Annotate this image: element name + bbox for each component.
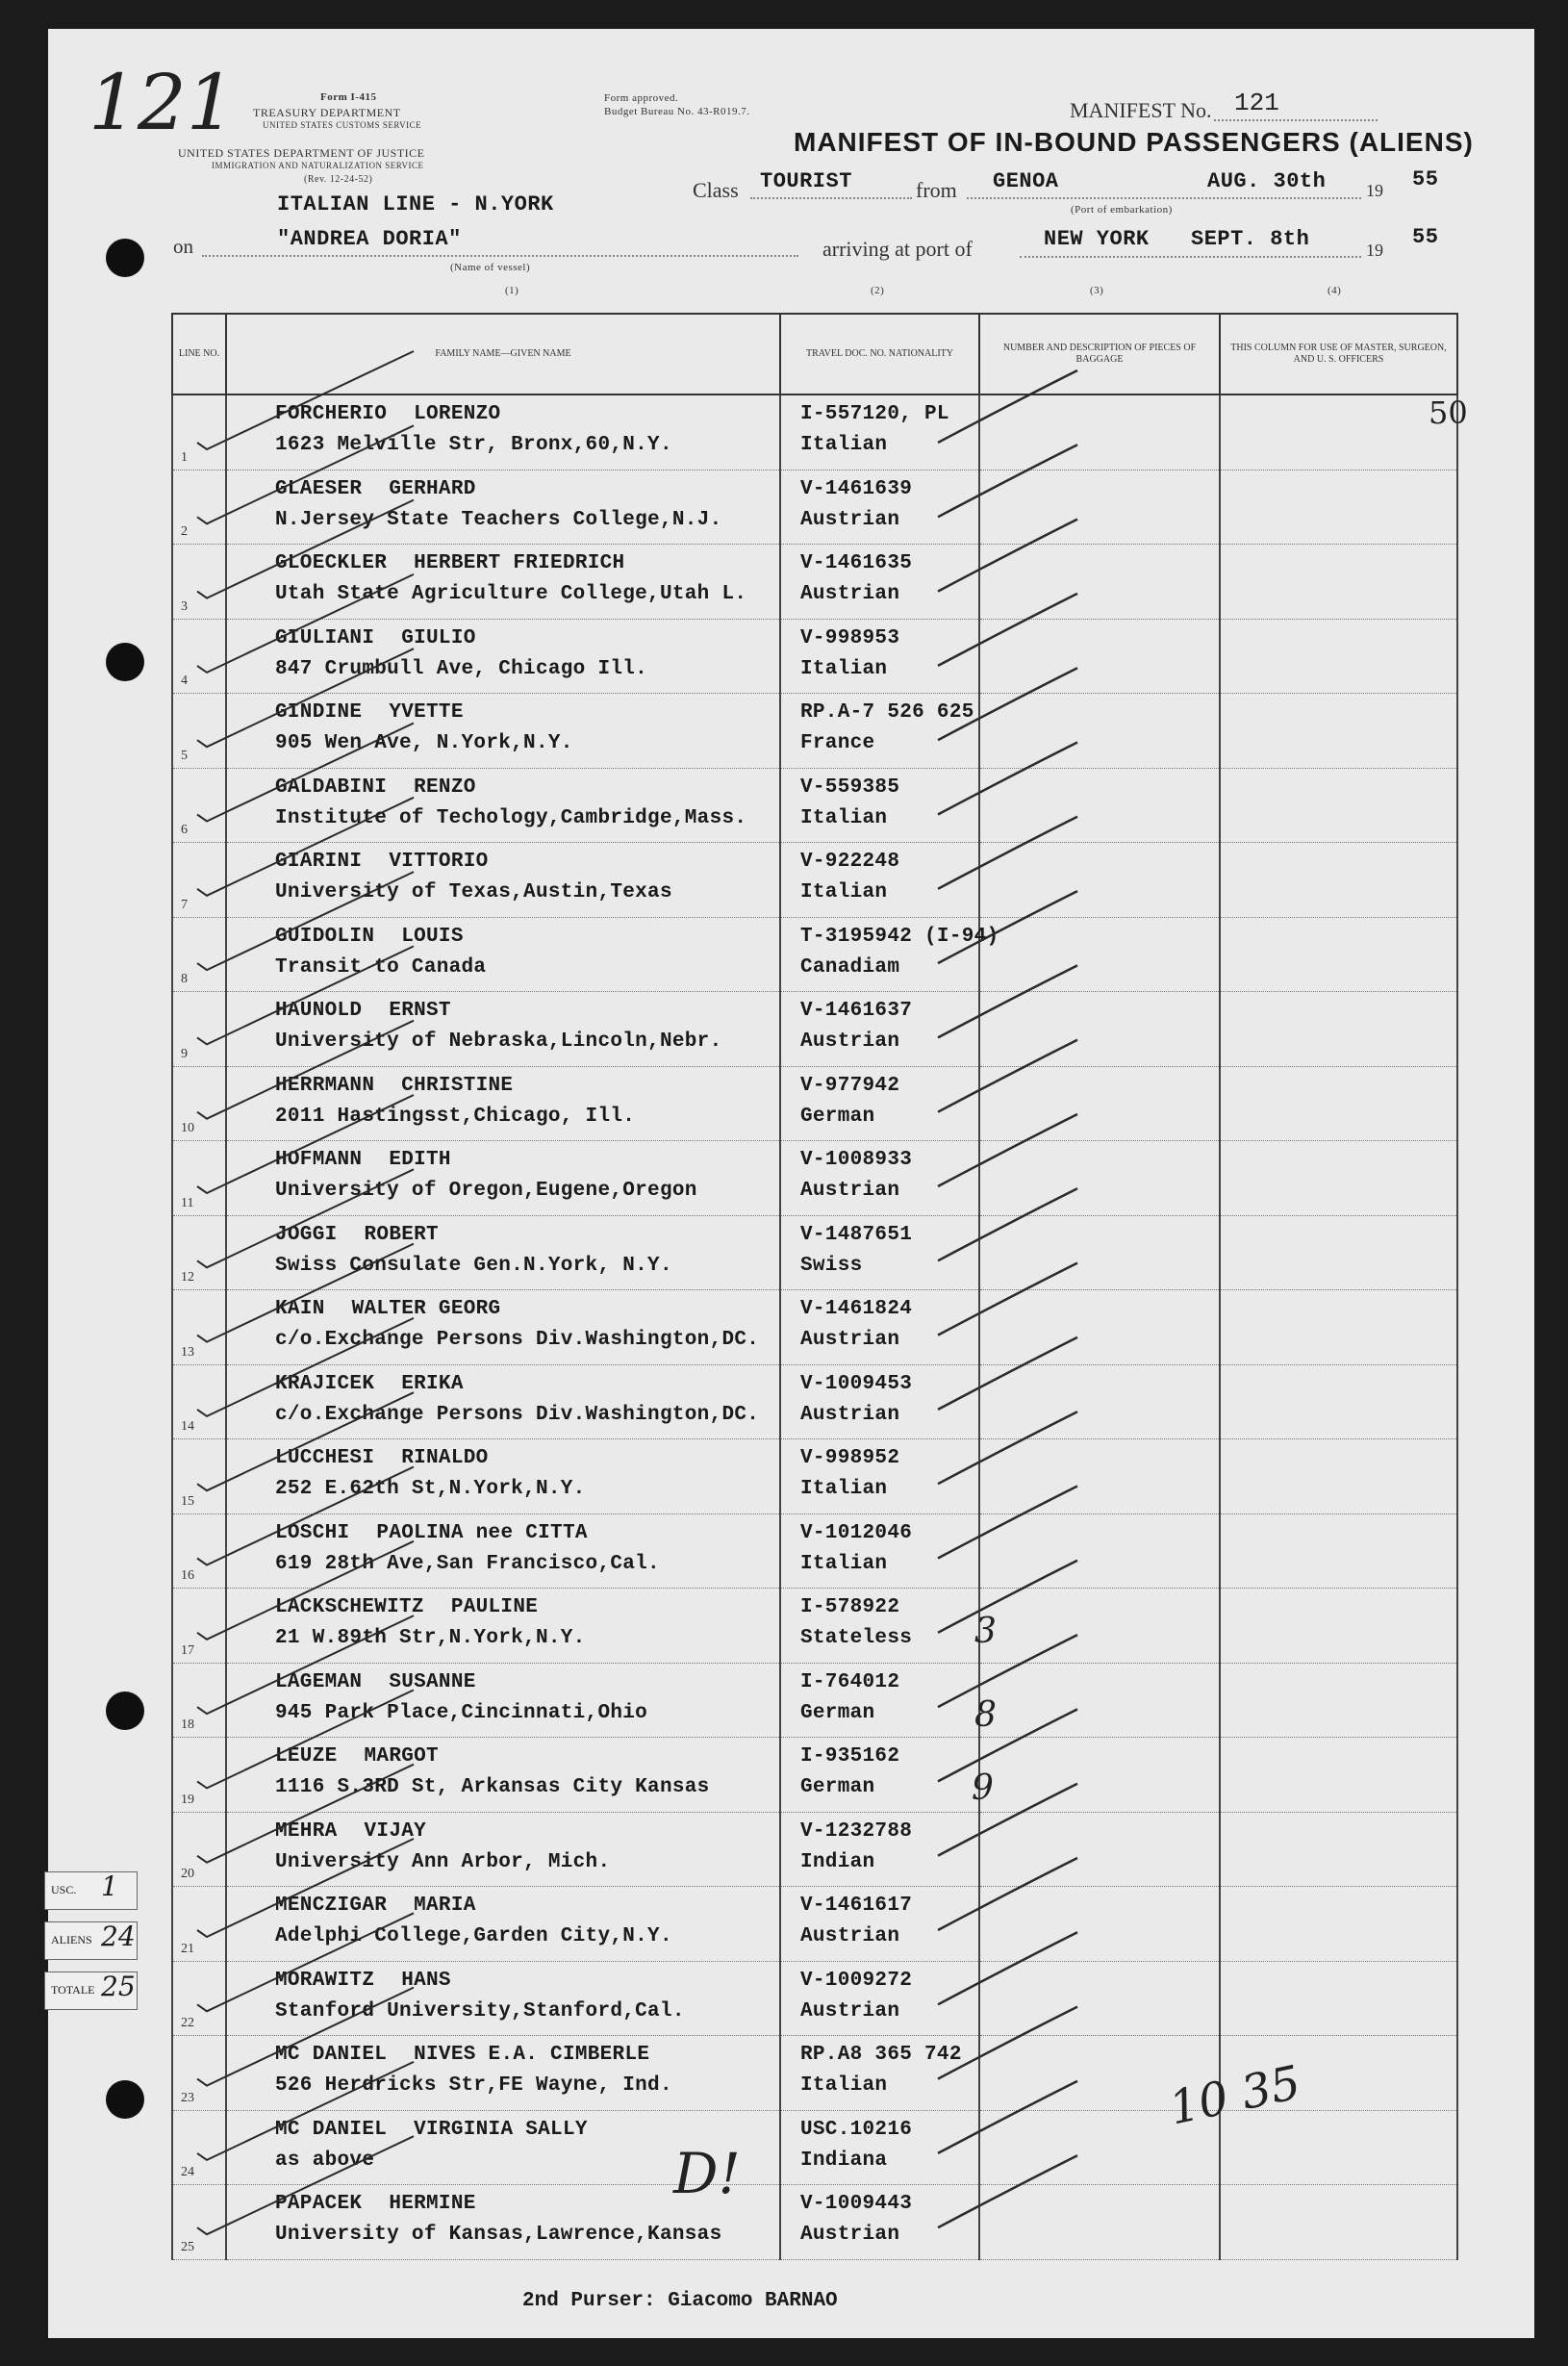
family-name: JOGGI [275,1223,338,1246]
line-check-mark [197,574,414,673]
passenger-address: Transit to Canada [275,955,487,979]
family-name: MENCZIGAR [275,1895,388,1917]
col-num-2: (2) [871,285,885,296]
line-number: 11 [181,1195,194,1210]
family-name: KRAJICEK [275,1372,375,1395]
nationality: Italian [800,1552,888,1575]
class-value: TOURIST [760,169,852,193]
baggage-check-mark [938,520,1077,592]
baggage-check-mark [938,668,1077,740]
nationality: Indiana [800,2149,888,2172]
col-baggage: NUMBER AND DESCRIPTION OF PIECES OF BAGGAGE [979,314,1220,394]
revision: (Rev. 12-24-52) [304,174,373,185]
family-name: GIULIANI [275,626,375,649]
passenger-address: as above [275,2149,375,2172]
given-name: MARIA [414,1895,476,1917]
family-name: LEUZE [275,1745,338,1768]
line-check-mark [197,1839,414,1937]
baggage-check-mark [938,743,1077,815]
baggage-check-mark [938,445,1077,517]
travel-doc: T-3195942 (I-94) [800,925,999,948]
given-name: HANS [401,1969,451,1992]
line-number: 8 [181,972,188,986]
family-name: LACKSCHEWITZ [275,1596,424,1618]
line-check-mark [197,1690,414,1788]
line-check-mark [197,2136,414,2234]
year-prefix-2: 19 [1366,241,1383,260]
family-name: GLAESER [275,477,363,500]
line-number: 2 [181,524,188,539]
travel-doc: I-764012 [800,1670,900,1693]
baggage-count-19: 9 [972,1768,994,1808]
line-number: 25 [181,2239,194,2254]
family-name: PAPACEK [275,2193,363,2215]
given-name: LOUIS [401,925,464,948]
travel-doc: I-578922 [800,1596,900,1618]
travel-doc: V-1232788 [800,1819,913,1843]
given-name: VIRGINIA SALLY [414,2118,588,2141]
col-name: FAMILY NAME—GIVEN NAME [226,314,780,394]
line-check-mark [197,1615,414,1714]
line-number: 20 [181,1867,194,1881]
baggage-check-mark [938,594,1077,666]
travel-doc: V-1461824 [800,1298,913,1320]
family-name: GALDABINI [275,776,388,799]
line-check-mark [197,1541,414,1640]
line-check-mark [197,1765,414,1863]
line-check-mark [197,1913,414,2011]
nationality: Austrian [800,1403,900,1426]
nationality: Swiss [800,1254,863,1277]
time-mark: 10 35 [1164,2055,1305,2136]
ins-service: IMMIGRATION AND NATURALIZATION SERVICE [212,161,424,170]
corner-number: 121 [89,58,236,147]
line-number: 21 [181,1941,194,1956]
passenger-address: University Ann Arbor, Mich. [275,1850,611,1873]
line-number: 19 [181,1792,194,1807]
baggage-check-mark [938,1487,1077,1559]
nationality: Italian [800,2074,888,2097]
line-check-mark [197,2062,414,2160]
given-name: GIULIO [401,626,476,649]
travel-doc: V-998953 [800,626,900,649]
passenger-address: 1623 Melville Str, Bronx,60,N.Y. [275,434,672,456]
baggage-check-mark [938,1337,1077,1410]
baggage-check-mark [938,1040,1077,1112]
line-number: 9 [181,1046,188,1061]
passenger-address: 945 Park Place,Cincinnati,Ohio [275,1701,648,1724]
arrival-port: NEW YORK [1044,227,1150,251]
given-name: YVETTE [389,701,464,724]
from-label: from [916,178,957,202]
travel-doc: I-935162 [800,1745,900,1768]
top-right-mark: 50 [1429,394,1468,431]
nationality: German [800,1105,875,1128]
family-name: GIARINI [275,851,363,873]
given-name: VITTORIO [389,851,489,873]
baggage-check-mark [938,1858,1077,1930]
nationality: Austrian [800,1180,900,1202]
year-suffix: 55 [1412,167,1439,191]
passenger-address: University of Texas,Austin,Texas [275,881,672,903]
justice-dept: UNITED STATES DEPARTMENT OF JUSTICE [178,146,425,160]
line-check-mark [197,1988,414,2086]
given-name: EDITH [389,1149,451,1171]
travel-doc: V-977942 [800,1074,900,1097]
col-num-4: (4) [1328,285,1342,296]
given-name: CHRISTINE [401,1074,514,1097]
travel-doc: V-1461635 [800,552,913,574]
vessel-caption: (Name of vessel) [450,262,531,273]
line-number: 6 [181,823,188,837]
line-number: 24 [181,2165,194,2179]
nationality: Italian [800,806,888,829]
passenger-address: University of Kansas,Lawrence,Kansas [275,2224,722,2246]
baggage-check-mark [938,1635,1077,1707]
tally-usc: USC. 1 [44,1871,138,1910]
line-number: 10 [181,1121,194,1135]
line-check-mark [197,724,414,822]
baggage-count-18: 8 [974,1695,997,1735]
baggage-check-mark [938,2007,1077,2079]
col-line: LINE NO. [172,314,226,394]
line-check-mark [197,1244,414,1342]
line-check-mark [197,500,414,598]
family-name: LOSCHI [275,1521,350,1544]
given-name: PAOLINA nee CITTA [376,1521,588,1544]
passenger-address: Swiss Consulate Gen.N.York, N.Y. [275,1254,672,1277]
line-check-mark [197,1095,414,1193]
given-name: WALTER GEORG [351,1298,501,1320]
nationality: German [800,1776,875,1798]
tally-total: TOTALE 25 [44,1972,138,2010]
given-name: NIVES E.A. CIMBERLE [414,2044,650,2066]
family-name: MC DANIEL [275,2044,388,2066]
given-name: ERIKA [401,1372,464,1395]
travel-doc: V-1461617 [800,1895,913,1917]
line-number: 18 [181,1717,194,1732]
line-number: 15 [181,1493,194,1509]
line-check-mark [197,872,414,970]
baggage-check-mark [938,1412,1077,1484]
treasury-dept: TREASURY DEPARTMENT [253,106,401,119]
travel-doc: V-922248 [800,851,900,873]
given-name: RINALDO [401,1447,489,1469]
given-name: HERBERT FRIEDRICH [414,552,625,574]
class-label: Class [693,178,739,202]
family-name: GLOECKLER [275,552,388,574]
passenger-address: Stanford University,Stanford,Cal. [275,1999,685,2023]
passenger-address: c/o.Exchange Persons Div.Washington,DC. [275,1403,760,1426]
nationality: Austrian [800,1925,900,1947]
tally-aliens: ALIENS 24 [44,1921,138,1960]
passenger-address: University of Oregon,Eugene,Oregon [275,1180,697,1202]
travel-doc: V-1009453 [800,1372,913,1395]
line-number: 14 [181,1419,194,1434]
travel-doc: V-1461637 [800,1000,913,1022]
passenger-address: 619 28th Ave,San Francisco,Cal. [275,1552,660,1575]
family-name: KAIN [275,1298,325,1320]
travel-doc: V-998952 [800,1447,900,1469]
given-name: HERMINE [389,2193,476,2215]
nationality: France [800,732,875,754]
baggage-check-mark [938,2155,1077,2227]
baggage-check-mark [938,1709,1077,1781]
vessel-name: "ANDREA DORIA" [277,227,462,251]
baggage-count-17: 3 [974,1612,997,1651]
passenger-address: 847 Crumbull Ave, Chicago Ill. [275,657,648,680]
line-number: 17 [181,1642,194,1658]
travel-doc: V-1009443 [800,2193,913,2215]
form-number: Form I-415 [320,91,377,103]
purser-signature-line: 2nd Purser: Giacomo BARNAO [522,2290,838,2312]
given-name: GERHARD [389,477,476,500]
travel-doc: RP.A8 365 742 [800,2044,962,2066]
family-name: HERRMANN [275,1074,375,1097]
nationality: Italian [800,1478,888,1500]
baggage-check-mark [938,370,1077,443]
line-number: 4 [181,674,188,688]
line-number: 23 [181,2090,194,2105]
baggage-check-mark [938,1263,1077,1336]
nationality: Austrian [800,1329,900,1351]
line-check-mark [197,351,414,449]
baggage-check-mark [938,1188,1077,1260]
passenger-address: Adelphi College,Garden City,N.Y. [275,1925,672,1947]
embarkation-caption: (Port of embarkation) [1071,204,1173,216]
given-name: VIJAY [364,1819,427,1843]
line-number: 13 [181,1344,194,1360]
family-name: FORCHERIO [275,403,388,425]
arrival-date: SEPT. 8th [1191,227,1310,251]
baggage-check-mark [938,1784,1077,1856]
passenger-address: Institute of Techology,Cambridge,Mass. [275,806,747,829]
line-check-mark [197,1021,414,1119]
nationality: Austrian [800,583,900,605]
col-num-3: (3) [1090,285,1104,296]
line-number: 16 [181,1568,194,1583]
travel-doc: RP.A-7 526 625 [800,701,974,724]
line-number: 22 [181,2016,194,2030]
travel-doc: V-1012046 [800,1521,913,1544]
baggage-check-mark [938,891,1077,963]
given-name: MARGOT [364,1745,439,1768]
d-mark: D! [673,2141,741,2206]
manifest-number: 121 [1234,89,1279,117]
nationality: Italian [800,881,888,903]
passenger-address: 526 Herdricks Str,FE Wayne, Ind. [275,2074,672,2097]
col-officers: THIS COLUMN FOR USE OF MASTER, SURGEON, AND U. S. OFFICERS [1220,314,1457,394]
travel-doc: I-557120, PL [800,403,949,425]
travel-doc: V-1461639 [800,477,913,500]
baggage-check-mark [938,1932,1077,2004]
travel-doc: V-1009272 [800,1969,913,1992]
passenger-address: c/o.Exchange Persons Div.Washington,DC. [275,1329,760,1351]
manifest-label: MANIFEST No. [1070,98,1212,122]
passenger-address: 21 W.89th Str,N.York,N.Y. [275,1627,586,1649]
passenger-address: 905 Wen Ave, N.York,N.Y. [275,732,573,754]
baggage-check-mark [938,965,1077,1037]
passenger-address: 1116 S.3RD St, Arkansas City Kansas [275,1776,710,1798]
travel-doc: V-559385 [800,776,900,799]
family-name: HAUNOLD [275,1000,363,1022]
family-name: GINDINE [275,701,363,724]
travel-doc: V-1008933 [800,1149,913,1171]
form-approved: Form approved. [604,92,679,104]
family-name: MEHRA [275,1819,338,1843]
nationality: Indian [800,1850,875,1873]
given-name: ERNST [389,1000,451,1022]
arriving-label: arriving at port of [822,237,973,261]
port-embarkation: GENOA [993,169,1059,193]
nationality: German [800,1701,875,1724]
nationality: Stateless [800,1627,913,1649]
line-check-mark [197,649,414,747]
page-title: MANIFEST OF IN-BOUND PASSENGERS (ALIENS) [794,127,1474,157]
line-number: 1 [181,449,188,465]
line-check-mark [197,1169,414,1267]
year-suffix-2: 55 [1412,225,1439,249]
baggage-check-mark [938,1114,1077,1186]
family-name: LAGEMAN [275,1670,363,1693]
nationality: Italian [800,657,888,680]
line-check-mark [197,798,414,896]
travel-doc: USC.10216 [800,2118,913,2141]
line-number: 12 [181,1270,194,1285]
year-prefix: 19 [1366,181,1383,200]
passenger-address: 2011 Hastingsst,Chicago, Ill. [275,1105,636,1128]
nationality: Italian [800,434,888,456]
col-doc: TRAVEL DOC. NO. NATIONALITY [780,314,979,394]
baggage-check-mark [938,2081,1077,2153]
family-name: GUIDOLIN [275,925,375,948]
passenger-address: N.Jersey State Teachers College,N.J. [275,508,722,531]
passenger-address: Utah State Agriculture College,Utah L. [275,583,747,605]
nationality: Canadiam [800,955,900,979]
given-name: SUSANNE [389,1670,476,1693]
nationality: Austrian [800,1030,900,1053]
line-check-mark [197,1392,414,1490]
nationality: Austrian [800,1999,900,2023]
given-name: LORENZO [414,403,501,425]
line-check-mark [197,946,414,1044]
baggage-check-mark [938,1561,1077,1633]
line-company: ITALIAN LINE - N.YORK [277,192,554,216]
nationality: Austrian [800,508,900,531]
budget-bureau: Budget Bureau No. 43-R019.7. [604,106,750,117]
on-label: on [173,235,193,258]
line-check-mark [197,425,414,523]
family-name: MC DANIEL [275,2118,388,2141]
given-name: RENZO [414,776,476,799]
travel-doc: V-1487651 [800,1223,913,1246]
line-number: 7 [181,897,188,912]
baggage-check-mark [938,817,1077,889]
passenger-address: University of Nebraska,Lincoln,Nebr. [275,1030,722,1053]
line-check-mark [197,1318,414,1416]
family-name: MORAWITZ [275,1969,375,1992]
line-number: 5 [181,748,188,763]
given-name: PAULINE [450,1596,539,1618]
nationality: Austrian [800,2224,900,2246]
family-name: LUCCHESI [275,1447,375,1469]
passenger-address: 252 E.62th St,N.York,N.Y. [275,1478,586,1500]
family-name: HOFMANN [275,1149,363,1171]
customs-service: UNITED STATES CUSTOMS SERVICE [263,120,422,130]
given-name: ROBERT [364,1223,439,1246]
departure-date: AUG. 30th [1207,169,1327,193]
col-num-1: (1) [505,285,519,296]
line-number: 3 [181,598,188,614]
line-check-mark [197,1467,414,1565]
